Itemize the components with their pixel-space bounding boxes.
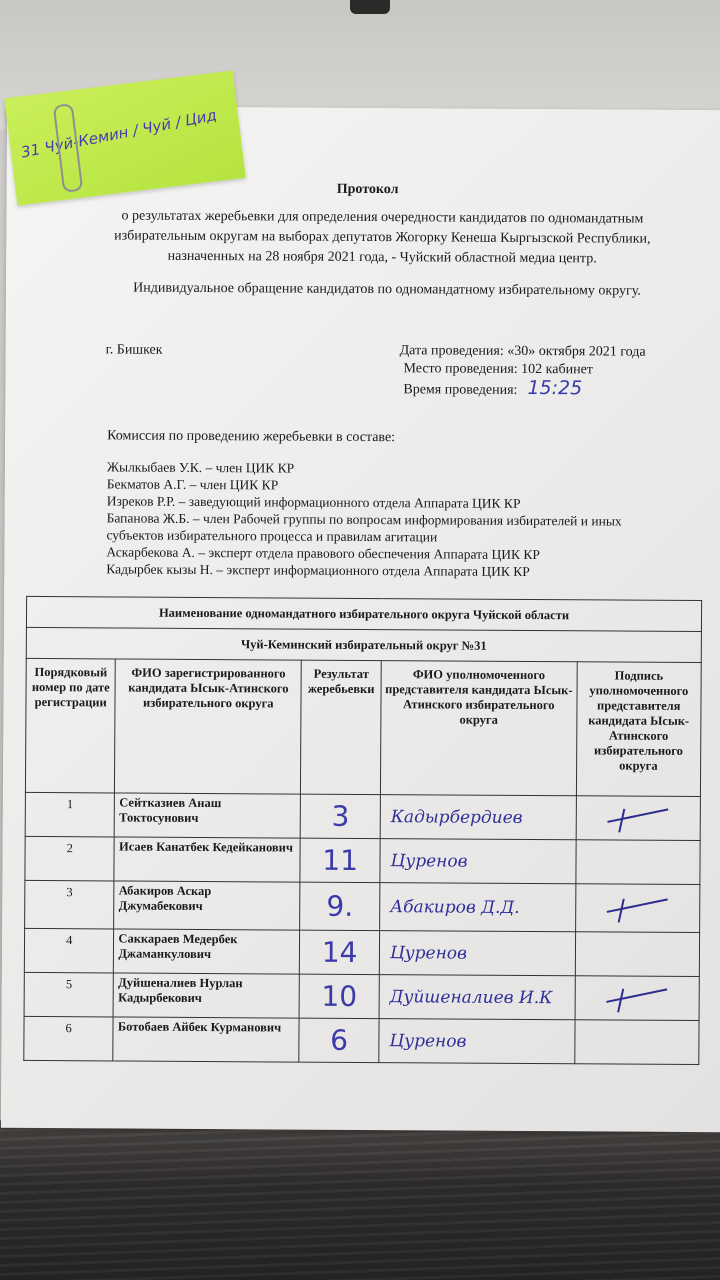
member-item: Бапанова Ж.Б. – член Рабочей группы по вопросам информирования избирателей и иных субъектов избирательного процесса и правилам агитации — [106, 510, 622, 545]
candidate-name: Ботобаев Айбек Курманович — [113, 1017, 299, 1062]
signature-cell — [574, 1020, 699, 1065]
signature-cell — [575, 976, 700, 1021]
table-row — [24, 1016, 699, 1064]
candidate-name: Сейтказиев Анаш Токтосунович — [115, 793, 301, 838]
signature-cell — [576, 796, 701, 841]
sticky-note-text: 31 Чуй-Кемин / Чуй / Цид — [19, 105, 219, 162]
candidate-name: Абакиров Аскар Джумабекович — [114, 881, 300, 930]
document-title: Протокол — [336, 181, 399, 198]
time-label: Время проведения: — [403, 382, 518, 398]
column-header-signature: Подпись уполномоченного представителя кандидата Ысык-Атинского избирательного округа — [576, 662, 701, 797]
row-number: 6 — [24, 1016, 114, 1061]
column-header-number: Порядковый номер по дате регистрации — [25, 658, 115, 793]
representative-name: Цуренов — [380, 839, 576, 884]
row-number: 5 — [24, 972, 114, 1017]
row-number: 2 — [25, 836, 115, 881]
draw-result: 6 — [299, 1018, 379, 1062]
desk-surface — [0, 1120, 720, 1280]
district-header: Чуй-Кеминский избирательный округ №31 — [26, 627, 701, 662]
row-number: 3 — [25, 880, 115, 929]
wall-fixture — [350, 0, 390, 14]
member-item: Бекматов А.Г. – член ЦИК КР — [106, 476, 279, 493]
row-number: 1 — [25, 792, 115, 837]
meeting-meta — [399, 342, 645, 401]
subtitle-line: назначенных на 28 ноября 2021 года, - Чуйский областной медиа центр. — [167, 248, 597, 267]
representative-name: Цуренов — [379, 931, 575, 976]
draw-result: 9. — [300, 882, 380, 930]
candidate-name: Саккараев Медербек Джаманкулович — [114, 929, 300, 974]
table-row — [25, 792, 700, 840]
column-header-result: Результат жеребьевки — [301, 660, 382, 794]
protocol-sheet — [1, 106, 720, 1132]
draw-result: 3 — [300, 794, 380, 838]
time-line — [399, 378, 645, 401]
table-row — [24, 928, 699, 976]
subtitle-line: о результатах жеребьевки для определения очередности кандидатов по одномандатным — [121, 208, 644, 227]
region-header: Наименование одномандатного избирательного округа Чуйской области — [26, 596, 701, 631]
signature-mark — [603, 802, 673, 830]
place-line: Место проведения: 102 кабинет — [403, 361, 593, 378]
table-row — [25, 880, 700, 932]
draw-result: 10 — [299, 974, 379, 1018]
table-row — [24, 972, 699, 1020]
member-item: Изреков Р.Р. – заведующий информационного отдела Аппарата ЦИК КР — [106, 493, 521, 511]
results-table — [23, 596, 702, 1065]
table-row — [25, 836, 700, 884]
candidate-name: Дуйшеналиев Нурлан Кадырбекович — [113, 973, 299, 1018]
member-item: Кадырбек кызы Н. – эксперт информационного отдела Аппарата ЦИК КР — [106, 561, 530, 580]
column-header-candidate: ФИО зарегистрированного кандидата Ысык-Атинского избирательного округа — [115, 659, 302, 794]
representative-name: Кадырбердиев — [380, 795, 576, 840]
signature-mark — [602, 892, 672, 920]
time-handwritten: 15:25 — [527, 376, 583, 400]
candidate-name: Исаев Канатбек Кедейканович — [114, 837, 300, 882]
member-item: Жылкыбаев У.К. – член ЦИК КР — [106, 459, 295, 476]
representative-name: Абакиров Д.Д. — [380, 883, 576, 932]
draw-result: 11 — [300, 838, 380, 882]
date-line: Дата проведения: «30» октября 2021 года — [399, 343, 646, 360]
commission-heading: Комиссия по проведению жеребьевки в составе: — [107, 428, 396, 446]
draw-result: 14 — [300, 930, 380, 974]
signature-cell — [575, 932, 700, 977]
members-list — [106, 458, 667, 580]
signature-cell — [575, 840, 700, 885]
member-item: Аскарбекова А. – эксперт отдела правового обеспечения Аппарата ЦИК КР — [106, 544, 540, 563]
column-header-representative: ФИО уполномоченного представителя кандидата Ысык-Атинского избирательного округа — [380, 661, 576, 796]
appeal-line: Индивидуальное обращение кандидатов по одномандатному избирательному округу. — [133, 280, 641, 299]
signature-mark — [602, 982, 672, 1010]
representative-name: Цуренов — [379, 1019, 575, 1064]
document-subtitle — [102, 206, 662, 269]
row-number: 4 — [24, 928, 114, 973]
subtitle-line: избирательным округам на выборах депутатов Жогорку Кенеша Кыргызской Республики, — [114, 228, 651, 247]
signature-cell — [575, 884, 700, 933]
city-label: г. Бишкек — [105, 342, 163, 358]
representative-name: Дуйшеналиев И.К — [379, 975, 575, 1020]
